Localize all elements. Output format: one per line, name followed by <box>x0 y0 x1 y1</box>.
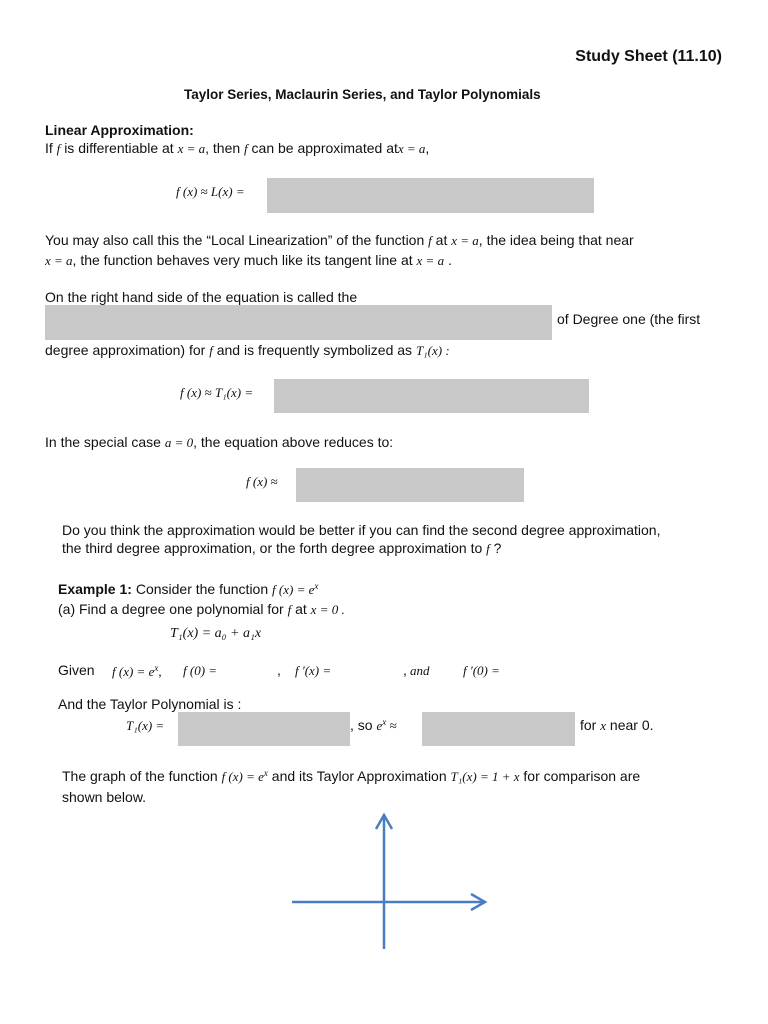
example-heading: Example 1: Consider the function f $(x) = e^x$ <box>58 581 319 597</box>
blank-ex-approx[interactable] <box>422 712 575 746</box>
blank-taylor-polynomial-name[interactable] <box>45 305 552 340</box>
so-ex-approx: , so $e^x$ ≈ <box>350 717 397 733</box>
linear-formula: f (x) ≈ L(x) = <box>176 184 245 199</box>
blank-maclaurin[interactable] <box>296 468 524 502</box>
given-f0: f (0) = <box>183 663 218 678</box>
page-title: Study Sheet (11.10) <box>575 48 722 65</box>
rhs-line-3: degree approximation) for f and is frequently symbolized as T₁(x) : <box>45 342 450 358</box>
local-line-1: You may also call this the “Local Linearization” of the function f at x = a, the idea being that near <box>45 232 634 248</box>
given-fx: f $(x) = e^x$, <box>112 663 162 679</box>
t1-eq-label: T₁(x) = <box>126 718 165 733</box>
graph-caption-line-2: shown below. <box>62 789 147 805</box>
special-case-line: In the special case a = 0, the equation above reduces to: <box>45 434 394 450</box>
given-fpx: f ′(x) = <box>295 663 332 678</box>
given-sep-1: , <box>277 662 281 678</box>
t1-formula: f (x) ≈ T₁(x) = <box>180 385 254 400</box>
graph-caption-line-1: The graph of the function f $(x) = e^x$ and its Taylor Approximation T₁(x) = 1 + x for comparison are <box>62 768 641 784</box>
special-formula: f (x) ≈ <box>246 474 278 489</box>
question-line-1: Do you think the approximation would be better if you can find the second degree approximation, <box>62 522 661 538</box>
given-and: and <box>410 663 430 678</box>
linear-intro: If f is differentiable at x = a, then f can be approximated atx = a, <box>45 140 430 156</box>
blank-linear-approx[interactable] <box>267 178 594 213</box>
given-fp0: f ′(0) = <box>463 663 500 678</box>
local-line-2: x = a, the function behaves very much like its tangent line at x = a . <box>45 252 452 268</box>
given-sep-2: , <box>403 662 407 678</box>
for-x-near-0: for x near 0. <box>580 717 654 733</box>
blank-t1[interactable] <box>274 379 589 413</box>
page-subtitle: Taylor Series, Maclaurin Series, and Taylor Polynomials <box>184 87 541 102</box>
example-part-a: (a) Find a degree one polynomial for f at x = 0 . <box>58 601 345 617</box>
blank-t1-example[interactable] <box>178 712 350 746</box>
rhs-degree-one: of Degree one (the first <box>557 311 701 327</box>
coordinate-axes <box>286 805 498 955</box>
given-label: Given <box>58 662 95 678</box>
rhs-line-1: On the right hand side of the equation is called the <box>45 289 358 305</box>
question-line-2: the third degree approximation, or the forth degree approximation to f ? <box>62 540 502 556</box>
t1-general-form: T₁(x) = a₀ + a₁x <box>170 626 262 641</box>
taylor-polynomial-label: And the Taylor Polynomial is : <box>58 696 242 712</box>
linear-heading: Linear Approximation: <box>45 122 194 138</box>
